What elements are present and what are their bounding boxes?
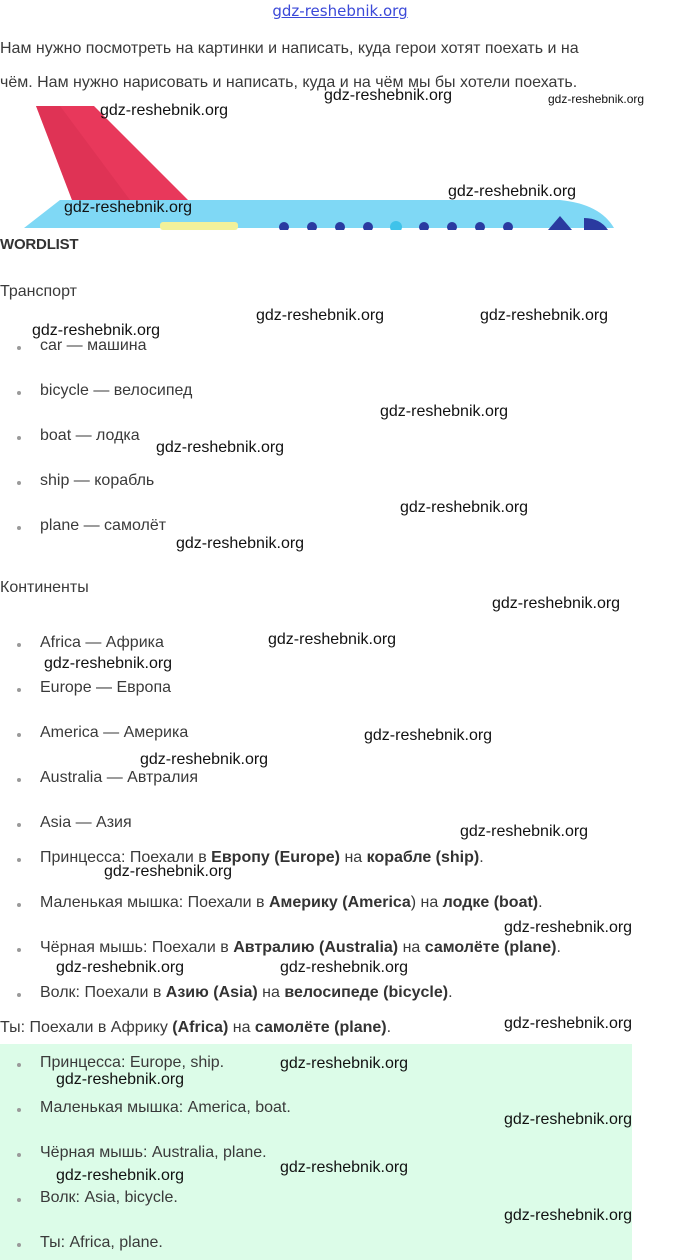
intro-line-1: Нам нужно посмотреть на картинки и написать, куда герои хотят поехать и на (0, 40, 579, 57)
watermark: gdz-reshebnik.org (268, 631, 397, 648)
watermark: gdz-reshebnik.org (56, 959, 185, 976)
watermark: gdz-reshebnik.org (140, 751, 269, 768)
watermark: gdz-reshebnik.org (460, 823, 589, 840)
watermark: gdz-reshebnik.org (100, 102, 229, 119)
continents-heading: Континенты (0, 579, 89, 596)
summary-item: Чёрная мышь: Australia, plane. (17, 1144, 267, 1162)
list-item: plane — самолёт (17, 517, 166, 535)
watermark: gdz-reshebnik.org (176, 535, 305, 552)
answer-wolf: Волк: Поехали в Азию (Asia) на велосипеде (bicycle). (17, 984, 453, 1002)
wordlist-title: WORDLIST (0, 236, 79, 253)
answer-mouse: Маленькая мышка: Поехали в Америку (America) на лодке (boat). (17, 894, 543, 912)
answer-black-mouse: Чёрная мышь: Поехали в Автралию (Australia) на самолёте (plane). (17, 939, 561, 957)
list-item: Australia — Автралия (17, 769, 198, 787)
watermark: gdz-reshebnik.org (324, 87, 453, 104)
list-item: ship — корабль (17, 472, 154, 490)
summary-item: Принцесса: Europe, ship. (17, 1054, 224, 1072)
summary-item: Маленькая мышка: America, boat. (17, 1099, 291, 1117)
watermark: gdz-reshebnik.org (256, 307, 385, 324)
list-item: Asia — Азия (17, 814, 132, 832)
watermark: gdz-reshebnik.org (364, 727, 493, 744)
watermark: gdz-reshebnik.org (64, 199, 193, 216)
watermark: gdz-reshebnik.org (280, 1055, 409, 1072)
watermark: gdz-reshebnik.org (504, 1015, 633, 1032)
transport-heading: Транспорт (0, 283, 77, 300)
watermark: gdz-reshebnik.org (400, 499, 529, 516)
list-item: boat — лодка (17, 427, 140, 445)
intro-line-2: чём. Нам нужно нарисовать и написать, куда и на чём мы бы хотели поехать. (0, 74, 578, 91)
watermark: gdz-reshebnik.org (44, 655, 173, 672)
watermark: gdz-reshebnik.org (32, 322, 161, 339)
list-item: Europe — Европа (17, 679, 171, 697)
list-item: car — машина (17, 337, 147, 355)
watermark: gdz-reshebnik.org (280, 1159, 409, 1176)
watermark: gdz-reshebnik.org (492, 595, 621, 612)
list-item: bicycle — велосипед (17, 382, 192, 400)
watermark: gdz-reshebnik.org (56, 1071, 185, 1088)
summary-item: Волк: Asia, bicycle. (17, 1189, 178, 1207)
watermark: gdz-reshebnik.org (548, 92, 645, 106)
list-item: Africa — Африка (17, 634, 164, 652)
watermark: gdz-reshebnik.org (56, 1167, 185, 1184)
watermark: gdz-reshebnik.org (380, 403, 509, 420)
list-item: America — Америка (17, 724, 188, 742)
watermark: gdz-reshebnik.org (504, 1111, 633, 1128)
answer-you: Ты: Поехали в Африку (Africa) на самолёте (plane). (0, 1019, 392, 1036)
site-title-link[interactable]: gdz-reshebnik.org (272, 2, 408, 20)
answer-princess: Принцесса: Поехали в Европу (Europe) на корабле (ship). (17, 849, 484, 867)
watermark: gdz-reshebnik.org (480, 307, 609, 324)
watermark: gdz-reshebnik.org (280, 959, 409, 976)
watermark: gdz-reshebnik.org (448, 183, 577, 200)
watermark: gdz-reshebnik.org (504, 1207, 633, 1224)
summary-item: Ты: Africa, plane. (17, 1234, 163, 1252)
watermark: gdz-reshebnik.org (104, 863, 233, 880)
watermark: gdz-reshebnik.org (156, 439, 285, 456)
watermark: gdz-reshebnik.org (504, 919, 633, 936)
